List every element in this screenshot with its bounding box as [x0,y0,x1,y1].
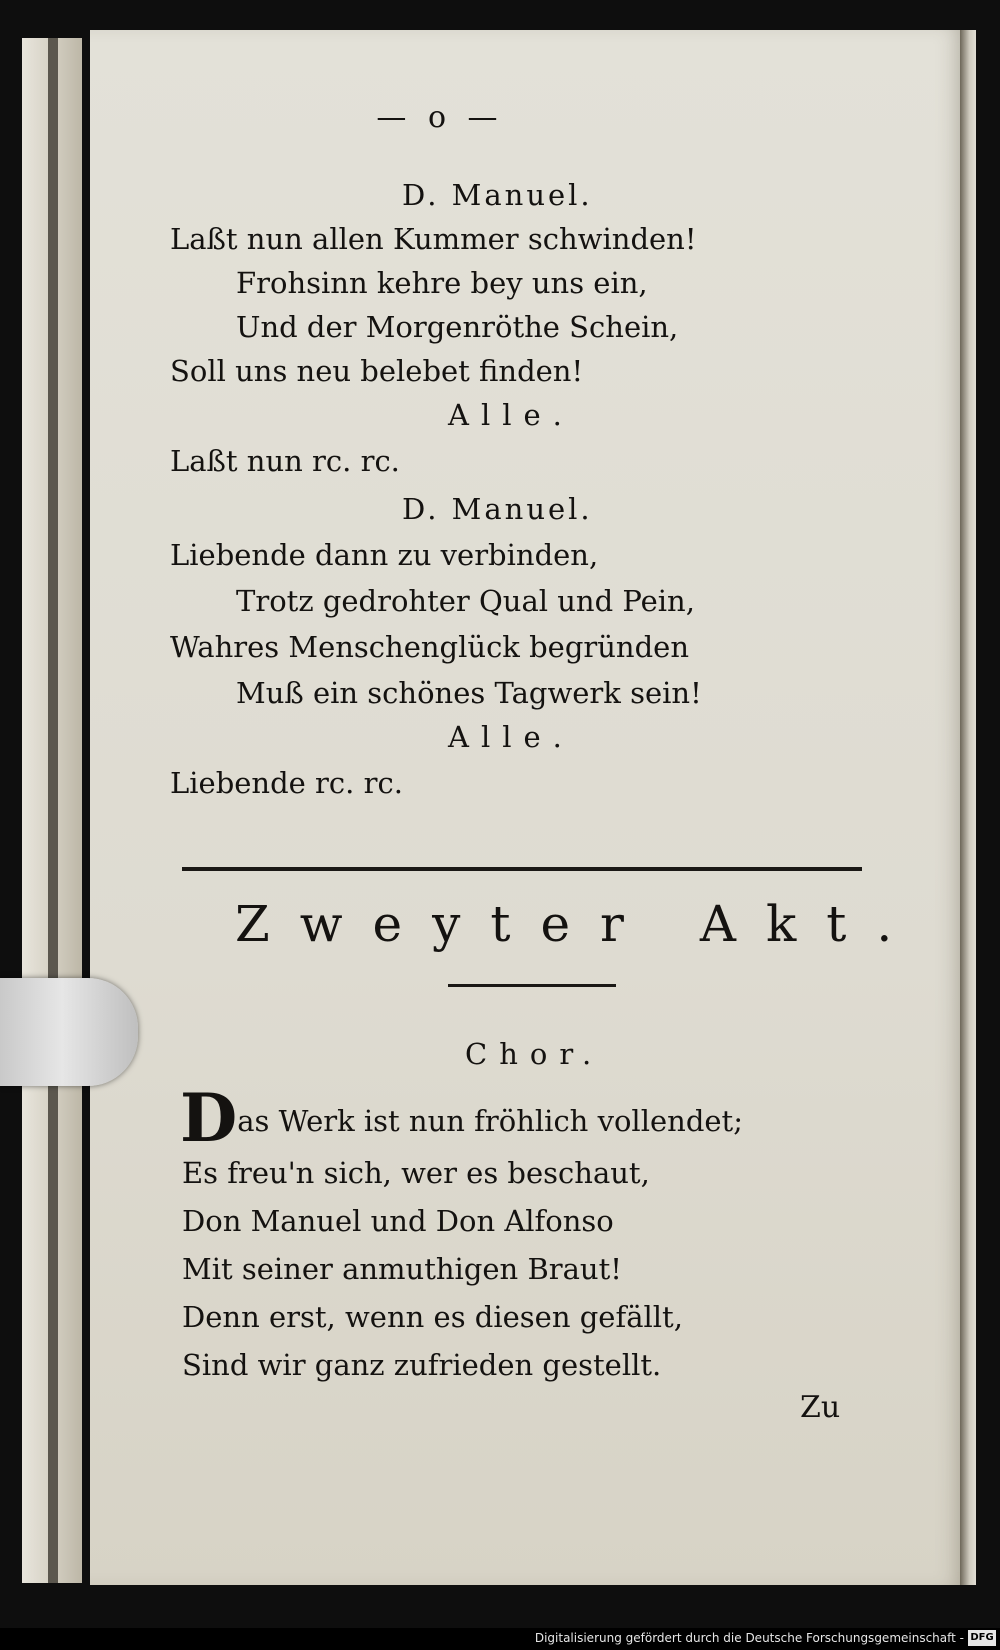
verse-line: Liebende rc. rc. [170,766,403,800]
verse-line: Sind wir ganz zufrieden gestellt. [182,1348,662,1382]
page-number: — o — [376,100,504,135]
page-stack-shadow [48,38,58,1583]
verse-line: Und der Morgenröthe Schein, [236,310,679,344]
drop-cap: D [180,1079,238,1157]
speaker-label: D. Manuel. [402,492,593,526]
verse-line: Don Manuel und Don Alfonso [182,1204,614,1238]
verse-line: Mit seiner anmuthigen Braut! [182,1252,622,1286]
title-underline [448,984,616,987]
act-title: Zweyter Akt. [235,895,923,953]
speaker-label: Alle. [448,398,574,432]
verse-line: Liebende dann zu verbinden, [170,538,599,572]
verse-line: Frohsinn kehre bey uns ein, [236,266,648,300]
chorus-heading: Chor. [465,1037,604,1071]
chorus-first-line [180,1079,743,1157]
verse-line: Muß ein schönes Tagwerk sein! [236,676,702,710]
verse-line: as Werk ist nun fröhlich vollendet; [237,1104,743,1138]
speaker-label: Alle. [448,720,574,754]
catchword: Zu [800,1390,841,1425]
dfg-logo: DFG [968,1630,996,1646]
section-rule [182,867,862,871]
footer-credit: Digitalisierung gefördert durch die Deutsche Forschungsgemeinschaft - [534,1631,964,1645]
verse-line: Denn erst, wenn es diesen gefällt, [182,1300,683,1334]
page-gutter [960,30,976,1585]
verse-line: Laßt nun rc. rc. [170,444,400,478]
verse-line: Laßt nun allen Kummer schwinden! [170,222,697,256]
speaker-label: D. Manuel. [402,178,593,212]
verse-line: Soll uns neu belebet finden! [170,354,584,388]
page-clip [0,978,138,1086]
verse-line: Wahres Menschenglück begründen [170,630,690,664]
verse-line: Es freu'n sich, wer es beschaut, [182,1156,650,1190]
verse-line: Trotz gedrohter Qual und Pein, [236,584,695,618]
